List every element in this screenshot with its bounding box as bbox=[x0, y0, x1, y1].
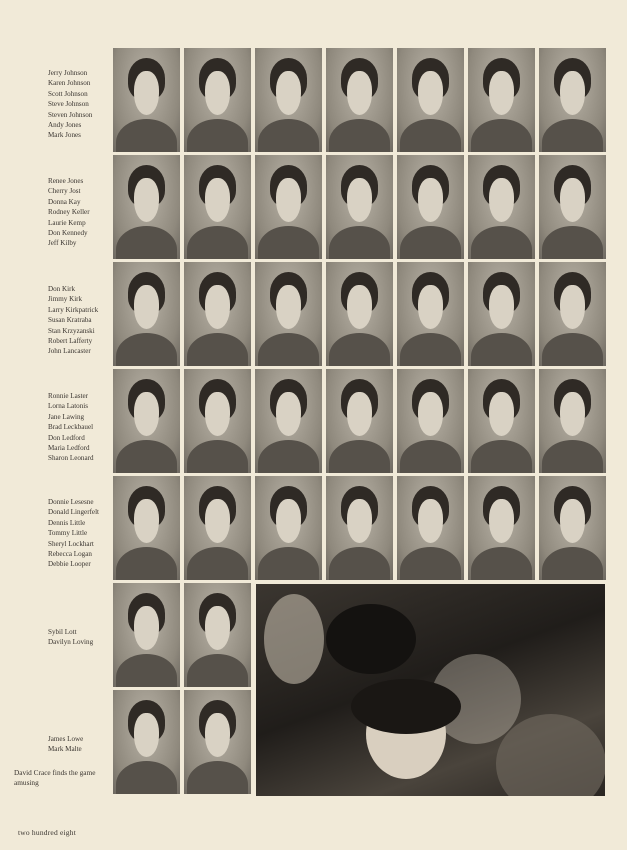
student-portrait bbox=[539, 476, 606, 580]
student-portrait bbox=[113, 155, 180, 259]
student-portrait bbox=[326, 155, 393, 259]
student-portrait bbox=[113, 369, 180, 473]
student-name: James Lowe bbox=[48, 735, 84, 743]
student-name: Debbie Looper bbox=[48, 560, 91, 569]
student-name: Donnie Lesesne bbox=[48, 498, 94, 506]
student-portrait bbox=[397, 48, 464, 152]
candid-crowd bbox=[496, 714, 605, 796]
student-name: Dennis Little bbox=[48, 518, 86, 527]
name-list bbox=[48, 734, 110, 755]
student-portrait bbox=[397, 155, 464, 259]
name-list bbox=[48, 284, 110, 357]
student-name: Sharon Leonard bbox=[48, 454, 94, 463]
student-portrait bbox=[468, 155, 535, 259]
student-portrait bbox=[255, 155, 322, 259]
student-portrait bbox=[468, 48, 535, 152]
student-portrait bbox=[184, 155, 251, 259]
name-list bbox=[48, 627, 110, 648]
student-portrait bbox=[113, 690, 180, 794]
student-name: Rebecca Logan bbox=[48, 549, 92, 558]
student-name: Susan Kratraba bbox=[48, 316, 92, 325]
student-name: Larry Kirkpatrick bbox=[48, 305, 99, 314]
student-name: Sheryl Lockhart bbox=[48, 539, 94, 548]
student-portrait bbox=[326, 476, 393, 580]
page-number: two hundred eight bbox=[18, 828, 76, 837]
name-list bbox=[48, 391, 110, 464]
student-name: Lorna Latonis bbox=[48, 402, 88, 411]
candid-photo bbox=[256, 584, 605, 796]
name-list bbox=[48, 176, 110, 249]
student-portrait bbox=[113, 476, 180, 580]
student-portrait bbox=[184, 476, 251, 580]
student-portrait bbox=[397, 476, 464, 580]
student-name: Don Kirk bbox=[48, 285, 75, 293]
student-name: Davilyn Loving bbox=[48, 638, 94, 647]
student-portrait bbox=[113, 583, 180, 687]
student-name: Brad Leckbauel bbox=[48, 423, 94, 432]
student-name: Donna Kay bbox=[48, 197, 81, 206]
student-name: Stan Krzyzanski bbox=[48, 326, 95, 335]
student-portrait bbox=[113, 48, 180, 152]
student-name: Jane Lawing bbox=[48, 412, 85, 421]
student-portrait bbox=[326, 369, 393, 473]
student-portrait bbox=[326, 48, 393, 152]
student-portrait bbox=[255, 369, 322, 473]
student-portrait bbox=[113, 262, 180, 366]
student-portrait bbox=[184, 48, 251, 152]
student-portrait bbox=[255, 476, 322, 580]
student-portrait bbox=[255, 48, 322, 152]
student-name: Renee Jones bbox=[48, 177, 84, 185]
student-portrait bbox=[184, 583, 251, 687]
student-name: Donald Lingerfelt bbox=[48, 508, 100, 517]
candid-hands bbox=[264, 594, 324, 684]
student-portrait bbox=[539, 48, 606, 152]
student-name: Rodney Keller bbox=[48, 208, 90, 217]
student-name: Tommy Little bbox=[48, 529, 88, 538]
student-name: Mark Malte bbox=[48, 745, 82, 754]
student-name: Sybil Lott bbox=[48, 628, 77, 636]
student-portrait bbox=[539, 262, 606, 366]
student-name: Steve Johnson bbox=[48, 100, 89, 109]
candid-hair-front bbox=[351, 679, 461, 734]
student-portrait bbox=[468, 262, 535, 366]
student-portrait bbox=[539, 155, 606, 259]
student-name: John Lancaster bbox=[48, 347, 91, 356]
student-name: Jimmy Kirk bbox=[48, 295, 83, 304]
student-portrait bbox=[184, 690, 251, 794]
student-portrait bbox=[326, 262, 393, 366]
student-name: Mark Jones bbox=[48, 131, 81, 140]
student-name: Jerry Johnson bbox=[48, 69, 88, 77]
student-name: Laurie Kemp bbox=[48, 218, 86, 227]
student-portrait bbox=[255, 262, 322, 366]
student-portrait bbox=[397, 369, 464, 473]
name-list bbox=[48, 497, 110, 570]
name-list bbox=[48, 68, 110, 141]
student-name: Don Kennedy bbox=[48, 228, 88, 237]
photo-caption: David Crace finds the game amusing bbox=[14, 768, 96, 787]
candid-hair bbox=[326, 604, 416, 674]
student-name: Steven Johnson bbox=[48, 110, 93, 119]
student-portrait bbox=[468, 369, 535, 473]
student-name: Scott Johnson bbox=[48, 89, 88, 98]
student-name: Jeff Kilby bbox=[48, 239, 77, 248]
student-name: Maria Ledford bbox=[48, 443, 90, 452]
student-portrait bbox=[184, 262, 251, 366]
student-name: Robert Lafferty bbox=[48, 336, 93, 345]
student-name: Karen Johnson bbox=[48, 79, 91, 88]
student-portrait bbox=[468, 476, 535, 580]
student-portrait bbox=[184, 369, 251, 473]
student-portrait bbox=[397, 262, 464, 366]
student-name: Ronnie Laster bbox=[48, 392, 88, 400]
student-name: Cherry Jost bbox=[48, 187, 81, 196]
student-name: Andy Jones bbox=[48, 120, 82, 129]
student-portrait bbox=[539, 369, 606, 473]
student-name: Don Ledford bbox=[48, 433, 85, 442]
